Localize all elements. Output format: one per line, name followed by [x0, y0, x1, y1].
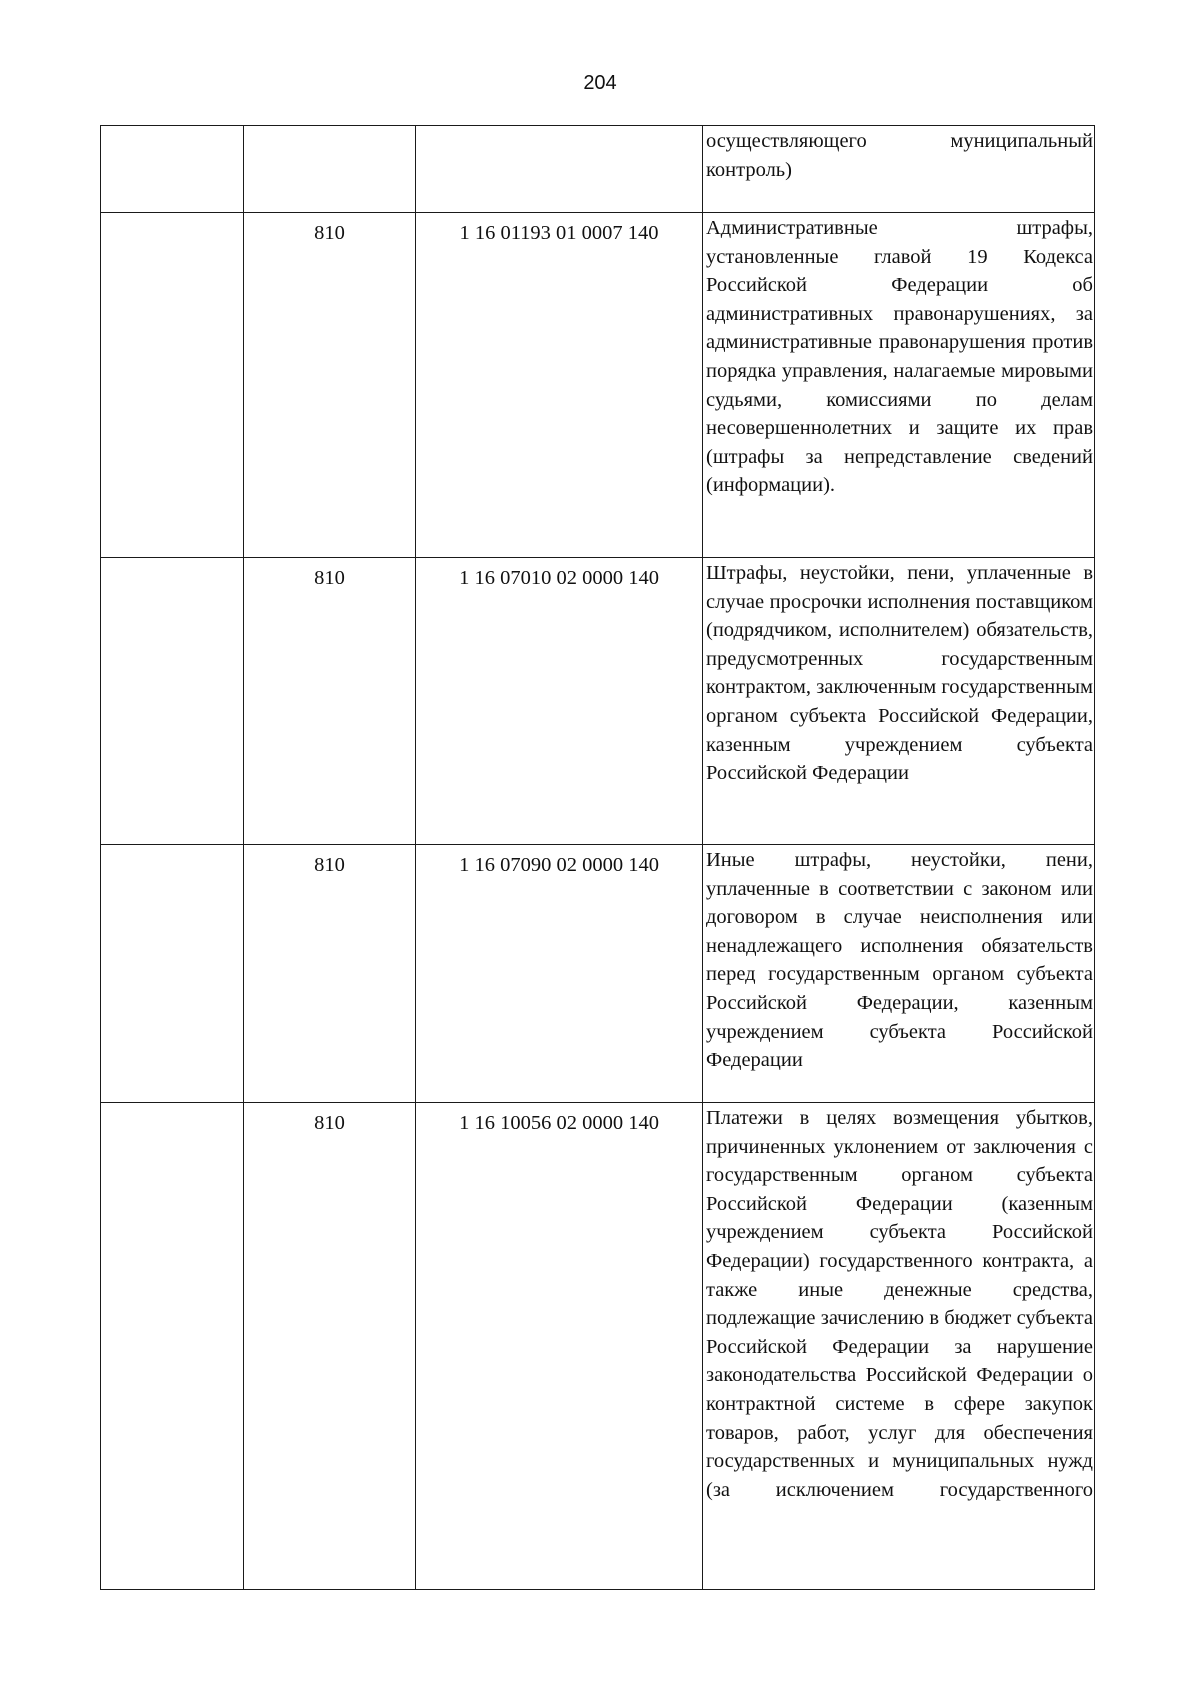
- empty-cell: [101, 1103, 244, 1590]
- kbk-code-cell: 1 16 10056 02 0000 140: [416, 1103, 703, 1590]
- empty-cell: [101, 558, 244, 845]
- empty-cell: [101, 213, 244, 558]
- description-cell: [703, 213, 1095, 558]
- kbk-code-cell: 1 16 01193 01 0007 140: [416, 213, 703, 558]
- description-cell: [703, 1103, 1095, 1590]
- table-row: [101, 845, 1095, 1103]
- description-cell: [703, 126, 1095, 213]
- table-row: [101, 558, 1095, 845]
- kbk-code-cell: [416, 126, 703, 213]
- page-number: 204: [583, 72, 617, 94]
- description-text: Штрафы, неустойки, пени, уплаченные в случае просрочки исполнения поставщиком (подрядчиком, исполнителем) обязательств, предусмотренных государственным контрактом, заключенным государственным органом субъекта Российской Федерации, казенным учреждением субъекта Российской Федерации: [706, 562, 1093, 785]
- admin-code-cell: 810: [244, 1103, 416, 1590]
- admin-code-cell: 810: [244, 845, 416, 1103]
- table-row: [101, 1103, 1095, 1590]
- empty-cell: [101, 845, 244, 1103]
- admin-code-cell: 810: [244, 558, 416, 845]
- admin-code-cell: [244, 126, 416, 213]
- description-text: Платежи в целях возмещения убытков, причиненных уклонением от заключения с государственным органом субъекта Российской Федерации (казенным учреждением субъекта Российской Федерации) государственного контракта, а также иные денежные средства, подлежащие зачислению в бюджет субъекта Российской Федерации за нарушение законодательства Российской Федерации о контрактной системе в сфере закупок товаров, работ, услуг для обеспечения государственных и муниципальных нужд (за исключением государственного: [706, 1107, 1093, 1501]
- admin-code-cell: 810: [244, 213, 416, 558]
- description-text: Административные штрафы, установленные главой 19 Кодекса Российской Федерации об административных правонарушениях, за административные правонарушения против порядка управления, налагаемые мировыми судьями, комиссиями по делам несовершеннолетних и защите их прав (штрафы за непредставление сведений (информации).: [706, 217, 1093, 497]
- kbk-code-cell: 1 16 07090 02 0000 140: [416, 845, 703, 1103]
- description-text: Иные штрафы, неустойки, пени, уплаченные в соответствии с законом или договором в случае неисполнения или ненадлежащего исполнения обязательств перед государственным органом субъекта Российской Федерации, казенным учреждением субъекта Российской Федерации: [706, 849, 1093, 1072]
- budget-codes-table: [100, 125, 1095, 1590]
- empty-cell: [101, 126, 244, 213]
- table-row: [101, 126, 1095, 213]
- description-cell: [703, 845, 1095, 1103]
- table-row: [101, 213, 1095, 558]
- description-cell: [703, 558, 1095, 845]
- description-text: осуществляющего муниципальный контроль): [706, 130, 1093, 181]
- kbk-code-cell: 1 16 07010 02 0000 140: [416, 558, 703, 845]
